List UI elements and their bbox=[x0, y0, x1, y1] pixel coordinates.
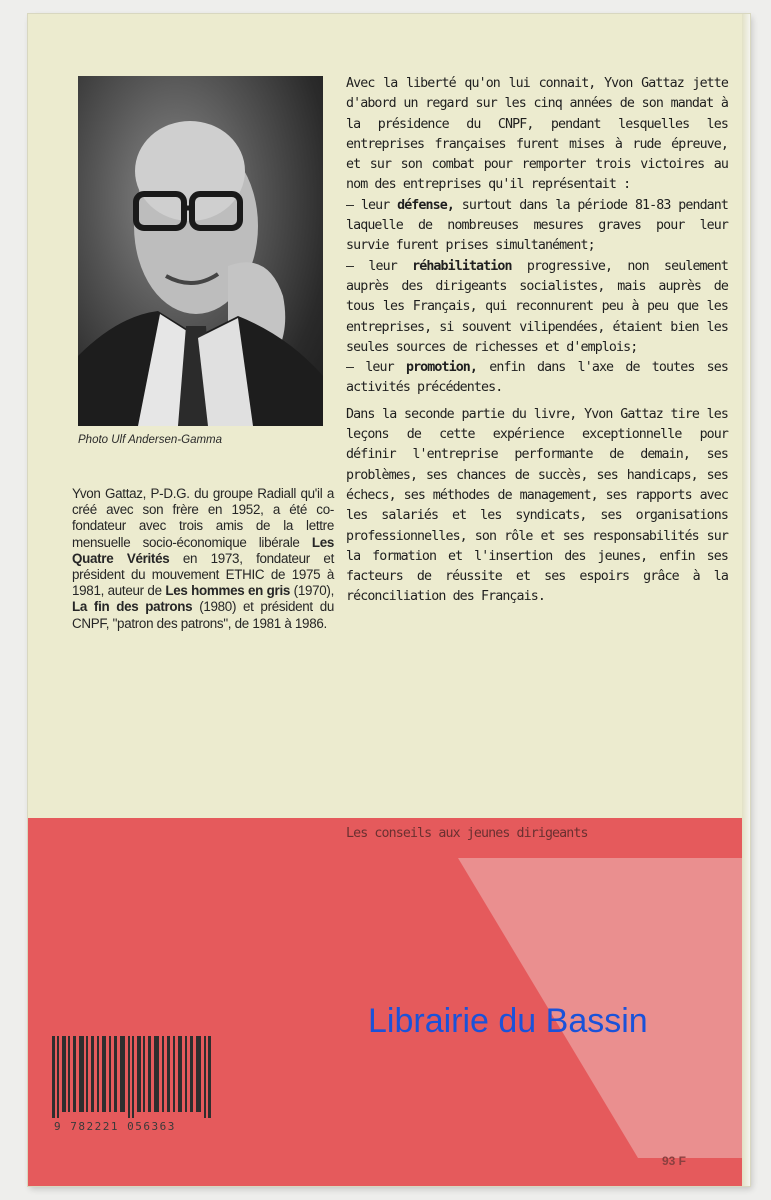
blurb-intro-text: Avec la liberté qu'on lui connait, Yvon Gattaz jette d'abord un regard sur les cinq années de son mandat à la présidence du CNPF, pendant lesquelles les entreprises françaises furent mises à rude épreuve, et sur son combat pour remporter trois victoires au nom des entreprises qu'il représentait : bbox=[346, 76, 728, 193]
blurb-item-promotion bbox=[346, 360, 728, 395]
author-bio bbox=[72, 486, 334, 632]
barcode-number: 9 782221 056363 bbox=[54, 1120, 176, 1133]
blurb-item-bold: réhabilitation bbox=[412, 258, 512, 274]
blurb-item-bold: promotion, bbox=[405, 360, 478, 376]
price-label: 93 F bbox=[662, 1154, 687, 1168]
cover-edge bbox=[742, 14, 750, 1186]
blurb-item-prefix: – leur bbox=[346, 197, 398, 213]
blurb-item-rehabilitation bbox=[346, 259, 728, 355]
photo-caption: Photo Ulf Andersen-Gamma bbox=[78, 434, 223, 446]
blurb-item-text: progressive, non seulement auprès des dirigeants socialistes, mais auprès de tous les Français, qui reconnurent peu à peu que les entreprises, si souvent vilipendées, étaient bien les seules sources de richesses et d'emplois; bbox=[346, 258, 728, 355]
bookseller-watermark: Librairie du Bassin bbox=[368, 1002, 648, 1040]
blurb-part-two: Dans la seconde partie du livre, Yvon Gattaz tire les leçons de cette expérience exceptionnelle pour définir l'entreprise performante de demain, ses problèmes, ses chances de succès, ses handicaps, ses échecs, ses méthodes de management, ses rapports avec les salariés et les syndicats, ses organisations professionnelles, son rôle et ses responsabilités sur la formation et l'insertion des jeunes, enfin ses facteurs de réussite et ses espoirs grâce à la réconciliation des Français. bbox=[346, 406, 728, 605]
blurb-item-text: enfin dans l'axe de toutes ses activités précédentes. bbox=[346, 360, 728, 396]
blurb-item-defense bbox=[346, 198, 728, 254]
bio-text-3: (1970), bbox=[290, 583, 334, 599]
blurb-item-text: surtout dans la période 81-83 pendant laquelle de nombreuses mesures graves pour leur survie furent prises simultanément; bbox=[346, 197, 728, 254]
blurb-item-prefix: – leur bbox=[346, 258, 413, 274]
author-portrait-image bbox=[78, 76, 323, 426]
bio-title-hommes-en-gris: Les hommes en gris bbox=[165, 583, 291, 599]
blurb-intro bbox=[346, 74, 728, 399]
book-back-cover bbox=[28, 14, 750, 1186]
bio-title-quatre-verites: Les Quatre Vérités bbox=[72, 534, 334, 566]
author-photo bbox=[78, 76, 323, 426]
blurb-overflow-line: Les conseils aux jeunes dirigeants bbox=[346, 826, 588, 841]
blurb-item-prefix: – leur bbox=[346, 360, 406, 376]
blurb-item-bold: défense, bbox=[397, 197, 454, 213]
bio-text-4: (1980) et président du CNPF, "patron des patrons", de 1981 à 1986. bbox=[72, 599, 334, 631]
bio-title-fin-des-patrons: La fin des patrons bbox=[72, 599, 193, 615]
bio-text-2: en 1973, fondateur et président du mouvement ETHIC de 1975 à 1981, auteur de bbox=[72, 550, 334, 599]
bio-text-1: Yvon Gattaz, P-D.G. du groupe Radiall qu'il a créé avec son frère en 1952, a été co-fondateur avec trois amis de la lettre mensuelle socio-économique libérale bbox=[72, 486, 334, 550]
book-blurb bbox=[346, 74, 728, 614]
barcode-icon bbox=[52, 1036, 212, 1118]
